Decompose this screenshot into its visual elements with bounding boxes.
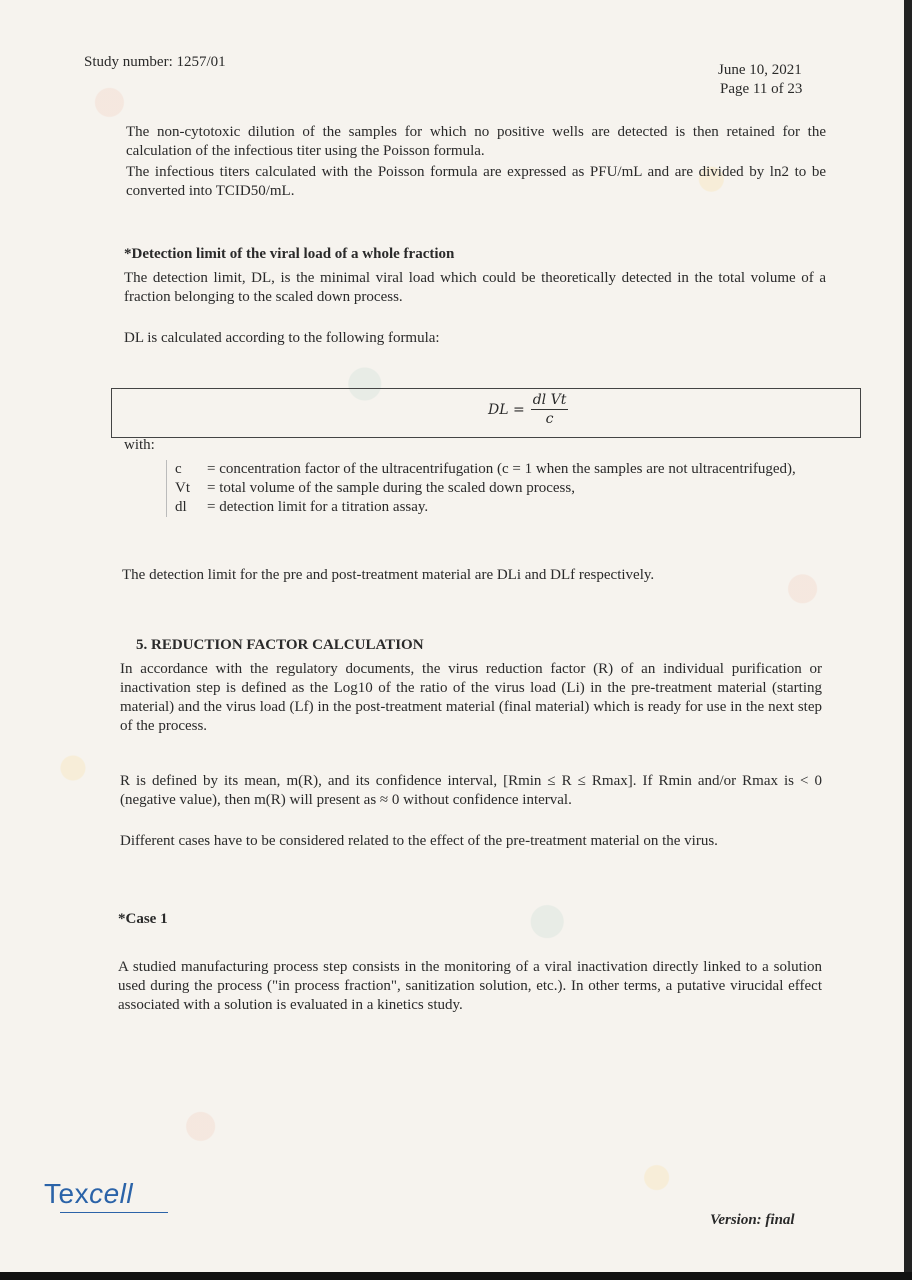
definition-symbol: Vt — [175, 480, 190, 496]
detection-paragraph-3: The detection limit for the pre and post-treatment material are DLi and DLf respectively. — [122, 567, 655, 583]
logo-tex: Tex — [44, 1178, 90, 1209]
definition-text: = detection limit for a titration assay. — [207, 499, 429, 515]
formula-box — [111, 388, 861, 438]
detection-paragraph-1: The detection limit, DL, is the minimal viral load which could be theoretically detected in the total volume of a fraction belonging to the scaled down process. — [124, 270, 826, 305]
detection-heading: *Detection limit of the viral load of a whole fraction — [124, 246, 455, 262]
definition-item — [175, 498, 807, 517]
formula-fraction — [531, 392, 569, 427]
detection-paragraph-2: DL is calculated according to the following formula: — [124, 330, 440, 346]
logo-cell: cell — [89, 1178, 134, 1209]
scan-edge-bottom — [0, 1272, 912, 1280]
definition-item — [175, 479, 807, 498]
formula-denominator: c — [545, 411, 554, 427]
definition-text: = concentration factor of the ultracentrifugation (c = 1 when the samples are not ultracentrifuged), — [207, 461, 796, 477]
formula-numerator: dl Vt — [532, 392, 567, 408]
study-number: Study number: 1257/01 — [84, 54, 226, 70]
intro-paragraph-2: The infectious titers calculated with the Poisson formula are expressed as PFU/mL and are divided by ln2 to be converted into TCID50/mL. — [126, 164, 826, 199]
scan-edge-right — [904, 0, 912, 1280]
definition-symbol: c — [175, 461, 182, 477]
intro-paragraph-1: The non-cytotoxic dilution of the samples for which no positive wells are detected is then retained for the calculation of the infectious titer using the Poisson formula. — [126, 124, 826, 159]
formula-lhs: DL = — [488, 401, 525, 418]
definition-symbol: dl — [175, 499, 187, 515]
dl-formula — [488, 392, 568, 427]
definition-text: = total volume of the sample during the scaled down process, — [207, 480, 575, 496]
section-5-heading: 5. REDUCTION FACTOR CALCULATION — [136, 637, 424, 653]
logo-underline — [60, 1212, 168, 1213]
definition-item — [175, 460, 807, 479]
with-label: with: — [124, 437, 155, 453]
definition-list — [166, 460, 807, 517]
case-1-heading: *Case 1 — [118, 911, 168, 927]
version-label: Version: final — [710, 1212, 795, 1228]
case-1-paragraph: A studied manufacturing process step consists in the monitoring of a viral inactivation directly linked to a solution used during the process ("in process fraction", sanitization solution, etc.). In other terms, a putative virucidal effect associated with a solution is evaluated in a kinetics study. — [118, 959, 822, 1013]
texcell-logo — [44, 1178, 133, 1210]
section-5-paragraph-3: Different cases have to be considered related to the effect of the pre-treatment material on the virus. — [120, 833, 718, 849]
document-date: June 10, 2021 — [718, 62, 802, 78]
section-5-paragraph-1: In accordance with the regulatory documents, the virus reduction factor (R) of an individual purification or inactivation step is defined as the Log10 of the ratio of the virus load (Li) in the pre-treatment material (starting material) and the virus load (Lf) in the post-treatment material (final material) which is ready for use in the next step of the process. — [120, 661, 822, 734]
section-5-paragraph-2: R is defined by its mean, m(R), and its confidence interval, [Rmin ≤ R ≤ Rmax]. If Rmin and/or Rmax is < 0 (negative value), then m(R) will present as ≈ 0 without confidence interval. — [120, 773, 822, 808]
page-number: Page 11 of 23 — [720, 81, 803, 97]
